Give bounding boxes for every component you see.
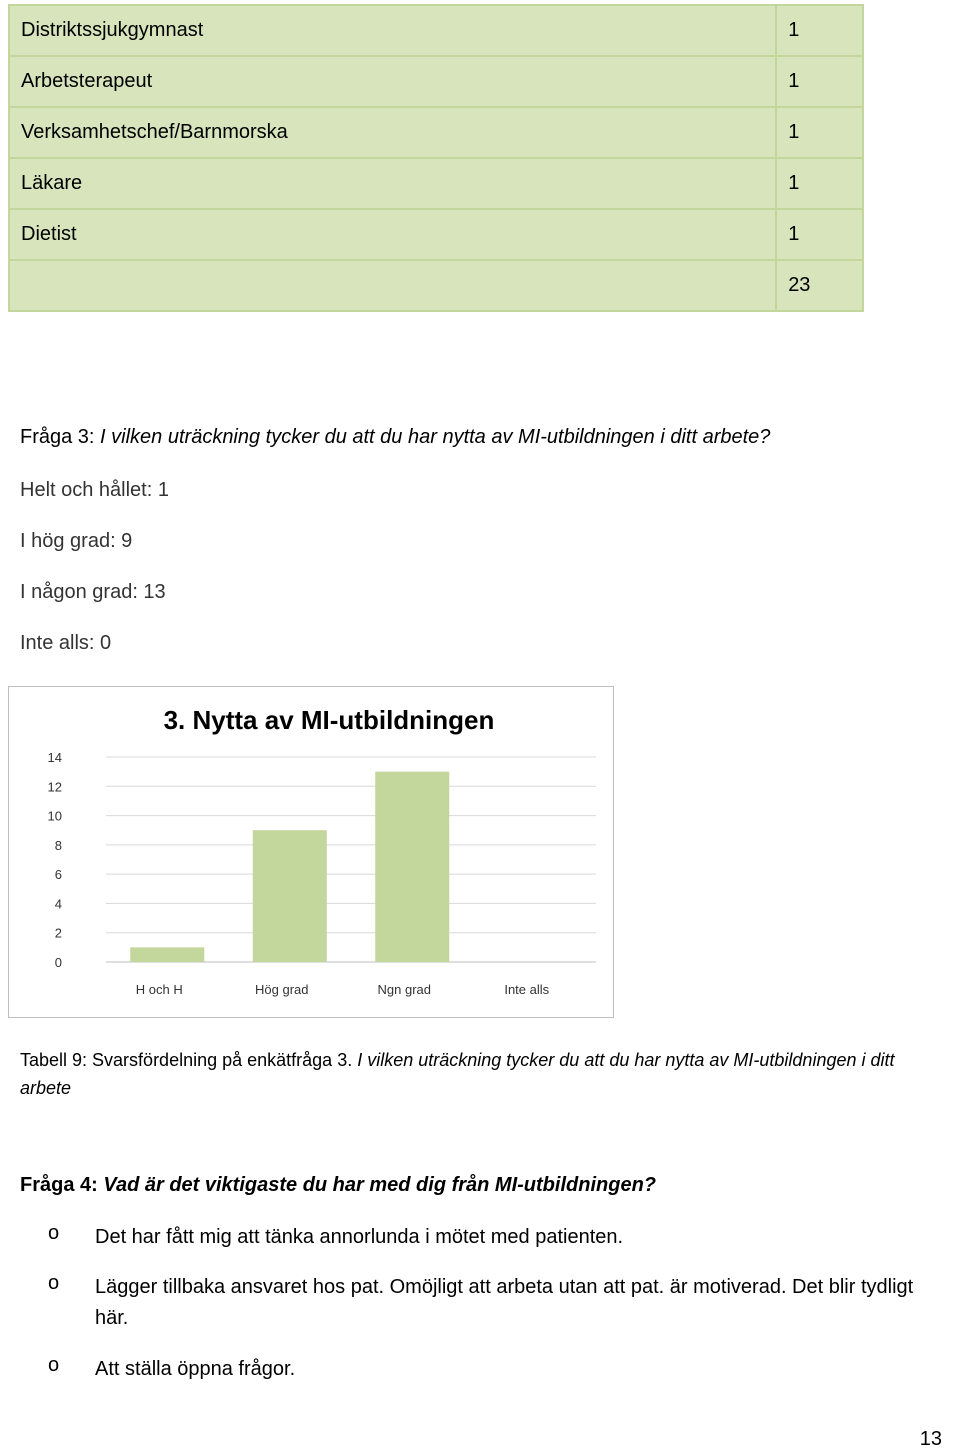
role-cell: Arbetsterapeut (9, 56, 776, 107)
role-cell: Dietist (9, 209, 776, 260)
chart-title: 3. Nytta av MI-utbildningen (163, 705, 495, 735)
role-cell (9, 260, 776, 311)
table-row (9, 5, 863, 56)
question-4-heading (20, 1174, 656, 1197)
count-cell: 1 (776, 209, 863, 260)
bar-chart-svg (9, 687, 613, 1017)
answer-item: Helt och hållet: 1 (20, 479, 169, 501)
x-tick-label: Hög grad (255, 982, 309, 997)
page-number: 13 (919, 1428, 942, 1450)
y-tick-label: 0 (54, 955, 62, 970)
table-row (9, 107, 863, 158)
x-tick-label: H och H (135, 982, 183, 997)
question-4-text: Vad är det viktigaste du har med dig från MI-utbildningen? (103, 1174, 656, 1196)
y-tick-label: 14 (47, 750, 62, 765)
bullet-mark: o (48, 1272, 60, 1294)
list-item-text: Lägger tillbaka ansvaret hos pat. Omöjligt att arbeta utan att pat. är motiverad. Det blir tydligt här. (95, 1276, 914, 1329)
y-tick-label: 6 (54, 867, 62, 883)
answer-item: Inte alls: 0 (20, 632, 112, 654)
question-4-label: Fråga 4: (20, 1174, 104, 1196)
y-tick-label: 4 (54, 896, 62, 912)
question-3-heading (20, 426, 770, 449)
table-caption (20, 1046, 900, 1102)
answer-item: I någon grad: 13 (20, 581, 166, 603)
question-3-text: I vilken uträckning tycker du att du har nytta av MI-utbildningen i ditt arbete? (100, 426, 771, 448)
count-cell: 1 (776, 158, 863, 209)
y-tick-label: 12 (47, 779, 62, 795)
question-3-label: Fråga 3: (20, 426, 101, 448)
table-row (9, 209, 863, 260)
table-row-total (9, 260, 863, 311)
answer-item: I hög grad: 9 (20, 530, 133, 552)
bar-chart (8, 686, 614, 1018)
table-row (9, 56, 863, 107)
x-tick-label: Inte alls (504, 982, 550, 997)
bullet-mark: o (48, 1354, 60, 1376)
table-row (9, 158, 863, 209)
y-tick-label: 10 (47, 808, 62, 824)
list-item-text: Det har fått mig att tänka annorlunda i mötet med patienten. (95, 1226, 624, 1248)
bar (130, 947, 204, 962)
y-tick-label: 8 (54, 837, 62, 853)
bar (253, 830, 327, 962)
staff-count-table (8, 4, 864, 312)
x-tick-label: Ngn grad (377, 982, 431, 997)
caption-prefix: Tabell 9: Svarsfördelning på enkätfråga 3. (20, 1050, 358, 1070)
total-count-cell: 23 (776, 260, 863, 311)
bullet-mark: o (48, 1222, 60, 1244)
count-cell: 1 (776, 5, 863, 56)
bar (375, 772, 449, 962)
y-tick-label: 2 (54, 925, 62, 941)
role-cell: Distriktssjukgymnast (9, 5, 776, 56)
caption-text: I vilken uträckning tycker du att du har nytta av MI-utbildningen i ditt arbete (20, 1050, 895, 1098)
role-cell: Läkare (9, 158, 776, 209)
count-cell: 1 (776, 107, 863, 158)
count-cell: 1 (776, 56, 863, 107)
role-cell: Verksamhetschef/Barnmorska (9, 107, 776, 158)
list-item-text: Att ställa öppna frågor. (95, 1358, 296, 1380)
